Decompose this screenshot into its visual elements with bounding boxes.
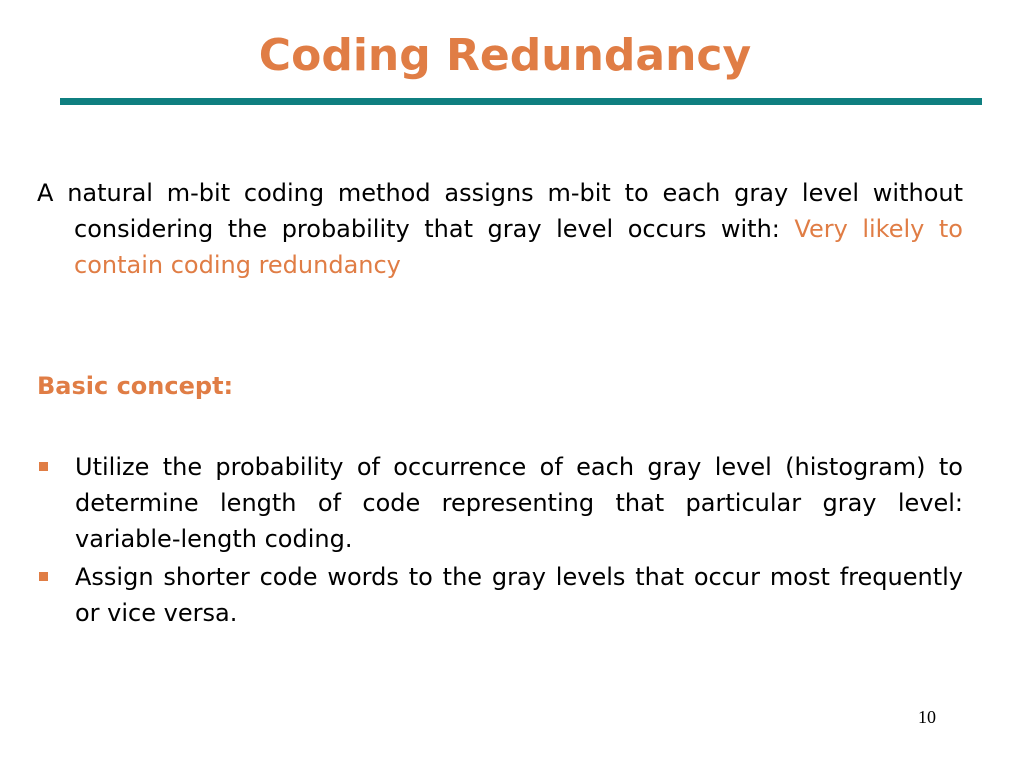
square-bullet-icon <box>39 462 48 471</box>
intro-paragraph <box>37 175 963 283</box>
title-divider <box>60 98 982 105</box>
bullet-list <box>37 449 963 633</box>
intro-highlight: Very likely to contain coding redundancy <box>74 215 963 279</box>
bullet-item <box>37 559 963 631</box>
square-bullet-icon <box>39 572 48 581</box>
bullet-text: Assign shorter code words to the gray levels that occur most frequently or vice versa. <box>75 563 963 627</box>
bullet-text: Utilize the probability of occurrence of each gray level (histogram) to determine length of code representing that particular gray level: variable-length coding. <box>75 453 963 553</box>
bullet-item <box>37 449 963 557</box>
section-heading: Basic concept: <box>37 372 234 400</box>
page-number: 10 <box>918 707 936 727</box>
slide-title: Coding Redundancy <box>258 30 752 81</box>
intro-text: A natural m-bit coding method assigns m-bit to each gray level without considering the probability that gray level occurs with: <box>37 179 963 243</box>
